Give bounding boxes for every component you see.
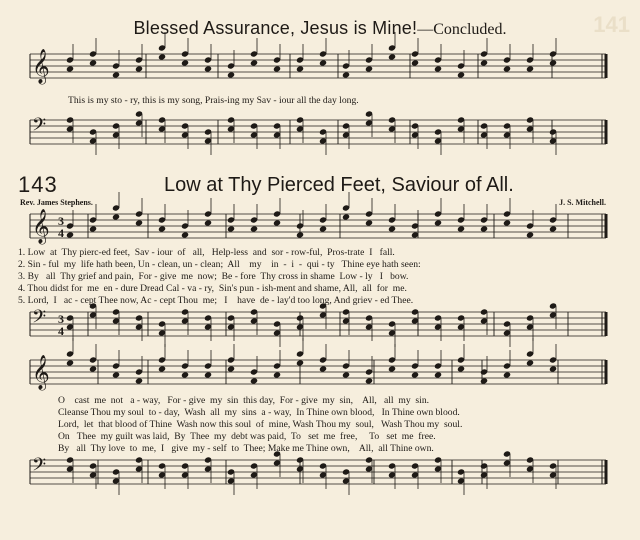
note-head	[89, 59, 97, 66]
note-head	[112, 71, 120, 78]
bass-clef-icon: 𝄢	[32, 115, 47, 140]
note-head	[365, 219, 373, 226]
continued-title-suffix: —Concluded.	[417, 21, 507, 38]
verse-line: Cleanse Thou my soul to - day, Wash all my sins a - way, In Thine own blood, In Thine own blood.	[58, 407, 460, 418]
note-head	[549, 225, 557, 232]
note-head	[181, 371, 189, 378]
note-head	[273, 219, 281, 226]
note-head	[250, 377, 258, 384]
note-head	[342, 371, 350, 378]
note-head	[181, 231, 189, 238]
note-head	[89, 225, 97, 232]
faint-page-number: 141	[593, 12, 630, 37]
verse-line: 4. Thou didst for me en - dure Dread Cal - va - ry, Sin's pun - ish-ment and shame, All, all for me.	[18, 283, 407, 294]
note-head	[457, 365, 465, 372]
continued-title-main: Blessed Assurance, Jesus is Mine!	[133, 18, 418, 38]
note-head	[526, 359, 534, 366]
note-head	[411, 371, 419, 378]
note-head	[181, 59, 189, 66]
note-head	[342, 213, 350, 220]
note-head	[112, 371, 120, 378]
note-head	[112, 213, 120, 220]
note-head	[480, 59, 488, 66]
note-head	[204, 219, 212, 226]
note-head	[66, 359, 74, 366]
note-head	[365, 377, 373, 384]
note-head	[388, 53, 396, 60]
note-head	[457, 225, 465, 232]
first-hymn-lyric-line: This is my sto - ry, this is my song, Prais-ing my Sav - iour all the day long.	[68, 95, 359, 106]
note-head	[411, 59, 419, 66]
note-head	[296, 231, 304, 238]
note-head	[296, 359, 304, 366]
verse-line: O cast me not a - way, For - give my sin this day, For - give my sin, All, all my sin.	[58, 395, 430, 406]
hymn-composer: J. S. Mitchell.	[559, 198, 606, 207]
note-head	[365, 65, 373, 72]
time-signature-bottom: 4	[58, 226, 64, 240]
note-head	[388, 365, 396, 372]
note-head	[66, 231, 74, 238]
treble-clef-icon: 𝄞	[32, 49, 50, 84]
note-head	[434, 65, 442, 72]
note-head	[296, 65, 304, 72]
note-head	[388, 225, 396, 232]
note-head	[457, 71, 465, 78]
note-head	[227, 225, 235, 232]
time-signature-top: 3	[58, 312, 64, 326]
note-head	[204, 371, 212, 378]
note-head	[319, 59, 327, 66]
hymn-author: Rev. James Stephens.	[20, 198, 93, 207]
note-head	[227, 71, 235, 78]
note-head	[250, 225, 258, 232]
note-head	[89, 365, 97, 372]
note-head	[273, 65, 281, 72]
verse-line: 5. Lord, I ac - cept Thee now, Ac - cept Thou me; I have de - lay'd too long, And griev - ed Thee.	[18, 295, 414, 306]
verse-line: 2. Sin - ful my life hath been, Un - clean, un - clean; All my in - i - qui - ty Thine eye hath seen:	[18, 259, 421, 270]
note-head	[135, 377, 143, 384]
note-head	[434, 371, 442, 378]
verse-line: On Thee my guilt was laid, By Thee my debt was paid, To set me free, To set me free.	[58, 431, 436, 442]
note-head	[526, 65, 534, 72]
note-head	[66, 65, 74, 72]
time-signature-bottom: 4	[58, 324, 64, 338]
note-head	[526, 231, 534, 238]
treble-clef-icon: 𝄞	[32, 355, 50, 390]
note-head	[549, 59, 557, 66]
note-head	[480, 377, 488, 384]
note-head	[158, 225, 166, 232]
verse-line: By all Thy love to me, I give my - self to Thee; Make me Thine own, All, all Thine own.	[58, 443, 434, 454]
note-head	[503, 65, 511, 72]
note-head	[319, 365, 327, 372]
verse-line: 3. By all Thy grief and pain, For - give me now; Be - fore Thy cross in shame Low - ly I bow.	[18, 271, 409, 282]
note-head	[480, 225, 488, 232]
note-head	[503, 219, 511, 226]
time-signature-top: 3	[58, 214, 64, 228]
treble-clef-icon: 𝄞	[32, 209, 50, 244]
note-head	[135, 65, 143, 72]
hymn-number: 143	[18, 172, 58, 197]
note-head	[434, 219, 442, 226]
note-head	[342, 71, 350, 78]
note-head	[319, 225, 327, 232]
bass-clef-icon: 𝄢	[32, 307, 47, 332]
hymn-title: Low at Thy Pierced Feet, Saviour of All.	[164, 174, 514, 196]
verse-line: Lord, let that blood of Thine Wash now this soul of mine, Wash Thou my soul, Wash Thou my soul.	[58, 419, 463, 430]
note-head	[158, 365, 166, 372]
verse-line: 1. Low at Thy pierc-ed feet, Sav - iour of all, Help-less and sor - row-ful, Pros-trate I fall.	[18, 247, 395, 258]
note-head	[503, 371, 511, 378]
note-head	[227, 365, 235, 372]
bass-clef-icon: 𝄢	[32, 455, 47, 480]
note-head	[204, 65, 212, 72]
note-head	[158, 53, 166, 60]
note-head	[549, 365, 557, 372]
note-head	[273, 371, 281, 378]
note-head	[135, 219, 143, 226]
note-head	[250, 59, 258, 66]
